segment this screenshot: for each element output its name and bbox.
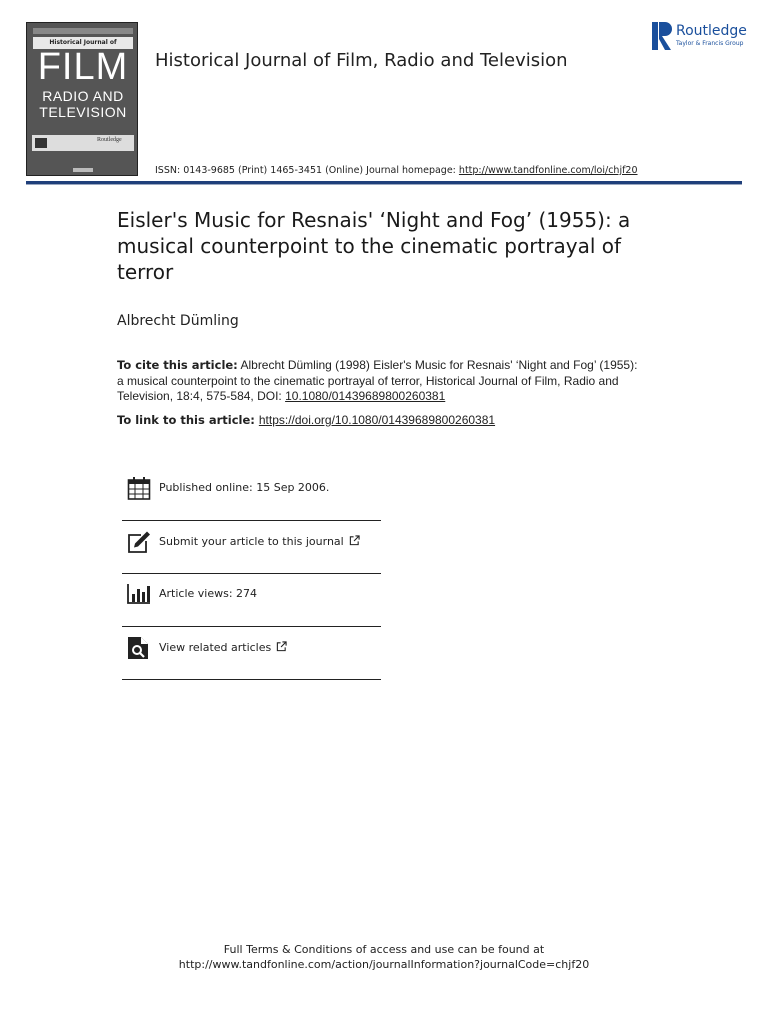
submit-article-row[interactable] [122,530,381,582]
divider [122,626,381,627]
citation-doi-link[interactable]: 10.1080/01439689800260381 [285,389,446,403]
article-link-label: To link to this article: [117,413,255,427]
journal-cover-image [26,22,138,176]
publisher-subtitle: Taylor & Francis Group [676,40,744,47]
routledge-r-icon [652,22,672,50]
divider [122,573,381,574]
cover-word-television: TELEVISION [39,104,127,120]
divider [122,679,381,680]
citation-label: To cite this article: [117,358,238,372]
cover-word-film: FILM [37,46,129,88]
article-views-count: Article views: 274 [159,587,258,600]
submit-article-link[interactable] [159,535,360,548]
journal-homepage-link[interactable]: http://www.tandfonline.com/loi/chjf20 [458,165,638,176]
edit-pencil-icon [127,530,151,554]
cover-subtitle: Historical Journal of [33,37,133,49]
article-title: Eisler's Music for Resnais' ‘Night and Fog’ (1955): a musical counterpoint to the cinematic portrayal of terror [117,208,631,284]
calendar-icon [127,476,151,500]
document-search-icon [127,636,151,660]
publisher-logo [652,20,748,52]
cover-top-strip [33,28,133,34]
article-doi-link[interactable]: https://doi.org/10.1080/01439689800260381 [258,413,496,427]
cover-band-text: Routledge [97,137,122,143]
cover-bottom-tag [73,168,93,172]
issn-text: ISSN: 0143-9685 (Print) 1465-3451 (Online) Journal homepage: [155,165,456,176]
publisher-name: Routledge [676,23,747,39]
cover-band-logo [35,138,47,148]
related-articles-link[interactable] [159,641,287,654]
article-link-line [117,413,495,427]
header-rule-thin [26,184,742,185]
footer-terms-link[interactable]: http://www.tandfonline.com/action/journalInformation?journalCode=chjf20 [178,958,590,971]
published-date: Published online: 15 Sep 2006. [159,481,330,494]
external-link-icon [276,641,287,652]
external-link-icon [349,535,360,546]
footer-terms-text: Full Terms & Conditions of access and use can be found at [223,943,545,956]
citation-block [117,358,647,405]
related-articles-label: View related articles [159,641,272,654]
cover-word-radio: RADIO AND [42,88,124,104]
bar-chart-icon [127,582,151,606]
citation-text: Albrecht Dümling (1998) Eisler's Music for Resnais' ‘Night and Fog’ (1955): a musical counterpoint to the cinematic portrayal of terror, Historical Journal of Film, Radio and Television, 18:4, 575-584, DOI: [117,358,638,403]
divider [122,520,381,521]
issn-line [155,165,638,176]
journal-title: Historical Journal of Film, Radio and Television [155,50,568,71]
footer [0,942,768,972]
article-author: Albrecht Dümling [117,313,239,329]
submit-article-label: Submit your article to this journal [159,535,344,548]
related-articles-row[interactable] [122,636,381,688]
